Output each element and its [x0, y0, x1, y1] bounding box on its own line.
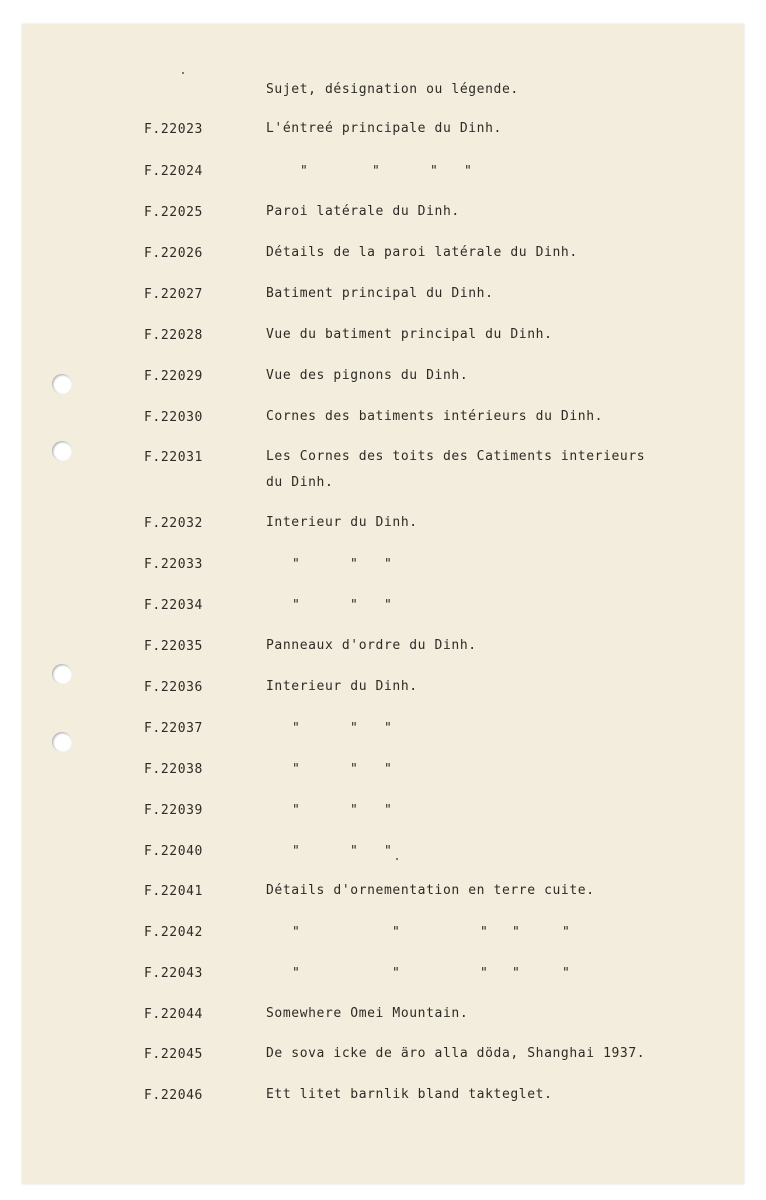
entry-description: Détails de la paroi latérale du Dinh. [266, 245, 578, 260]
ditto-mark: " [350, 844, 359, 859]
entry-description: Ett litet barnlik bland takteglet. [266, 1087, 553, 1102]
entry-description: Vue des pignons du Dinh. [266, 368, 469, 383]
entry-description: Interieur du Dinh. [266, 679, 418, 694]
catalog-number: F.22035 [144, 639, 203, 654]
ditto-mark: " [292, 925, 301, 940]
catalog-number: F.22040 [144, 844, 203, 859]
ditto-mark: " [430, 164, 439, 179]
catalog-number: F.22026 [144, 246, 203, 261]
entry-description: Les Cornes des toits des Catiments interieurs du Dinh. [266, 449, 646, 490]
ditto-mark: " [350, 721, 359, 736]
paper-speck [182, 72, 184, 74]
entry-description: Vue du batiment principal du Dinh. [266, 327, 553, 342]
catalog-number: F.22036 [144, 680, 203, 695]
catalog-number: F.22043 [144, 966, 203, 981]
entry-description: Interieur du Dinh. [266, 515, 418, 530]
entry-description: L'éntreé principale du Dinh. [266, 121, 502, 136]
ditto-mark: " [392, 925, 401, 940]
catalog-number: F.22031 [144, 450, 203, 465]
entry-description: Batiment principal du Dinh. [266, 286, 494, 301]
catalog-number: F.22032 [144, 516, 203, 531]
ditto-mark: " [292, 844, 301, 859]
catalog-number: F.22038 [144, 762, 203, 777]
ditto-mark: " [350, 598, 359, 613]
punch-hole [52, 664, 72, 684]
entry-description: Paroi latérale du Dinh. [266, 204, 460, 219]
ditto-mark: " [562, 925, 571, 940]
ditto-mark: " [372, 164, 381, 179]
entry-description: Somewhere Omei Mountain. [266, 1006, 469, 1021]
ditto-mark: " [292, 803, 301, 818]
entry-description: Détails d'ornementation en terre cuite. [266, 883, 595, 898]
ditto-mark: " [384, 762, 393, 777]
ditto-mark: " [300, 164, 309, 179]
catalog-number: F.22037 [144, 721, 203, 736]
ditto-mark: " [384, 721, 393, 736]
catalog-number: F.22024 [144, 164, 203, 179]
catalog-number: F.22045 [144, 1047, 203, 1062]
catalog-number: F.22028 [144, 328, 203, 343]
ditto-mark: " [384, 844, 393, 859]
entry-description: Panneaux d'ordre du Dinh. [266, 638, 477, 653]
catalog-number: F.22044 [144, 1007, 203, 1022]
catalog-number: F.22030 [144, 410, 203, 425]
ditto-mark: " [292, 966, 301, 981]
ditto-mark: " [292, 721, 301, 736]
entry-description: De sova icke de äro alla döda, Shanghai 1937. [266, 1046, 646, 1061]
catalog-number: F.22027 [144, 287, 203, 302]
ditto-mark: " [384, 598, 393, 613]
catalog-number: F.22041 [144, 884, 203, 899]
ditto-mark: " [384, 803, 393, 818]
ditto-mark: " [480, 966, 489, 981]
ditto-mark: " [292, 557, 301, 572]
ditto-mark: " [562, 966, 571, 981]
entry-description: Cornes des batiments intérieurs du Dinh. [266, 409, 604, 424]
ditto-mark: " [350, 557, 359, 572]
catalog-number: F.22046 [144, 1088, 203, 1103]
catalog-number: F.22023 [144, 122, 203, 137]
ditto-mark: " [350, 803, 359, 818]
ditto-mark: " [350, 762, 359, 777]
ditto-mark: " [392, 966, 401, 981]
catalog-number: F.22025 [144, 205, 203, 220]
catalog-number: F.22033 [144, 557, 203, 572]
ditto-mark: " [512, 925, 521, 940]
paper-speck [396, 858, 398, 860]
ditto-mark: " [384, 557, 393, 572]
ditto-mark: " [464, 164, 473, 179]
ditto-mark: " [480, 925, 489, 940]
column-header: Sujet, désignation ou légende. [266, 82, 519, 97]
ditto-mark: " [292, 762, 301, 777]
ditto-mark: " [292, 598, 301, 613]
punch-hole [52, 732, 72, 752]
ditto-mark: " [512, 966, 521, 981]
catalog-number: F.22042 [144, 925, 203, 940]
punch-hole [52, 441, 72, 461]
punch-hole [52, 374, 72, 394]
catalog-number: F.22034 [144, 598, 203, 613]
catalog-number: F.22039 [144, 803, 203, 818]
catalog-number: F.22029 [144, 369, 203, 384]
